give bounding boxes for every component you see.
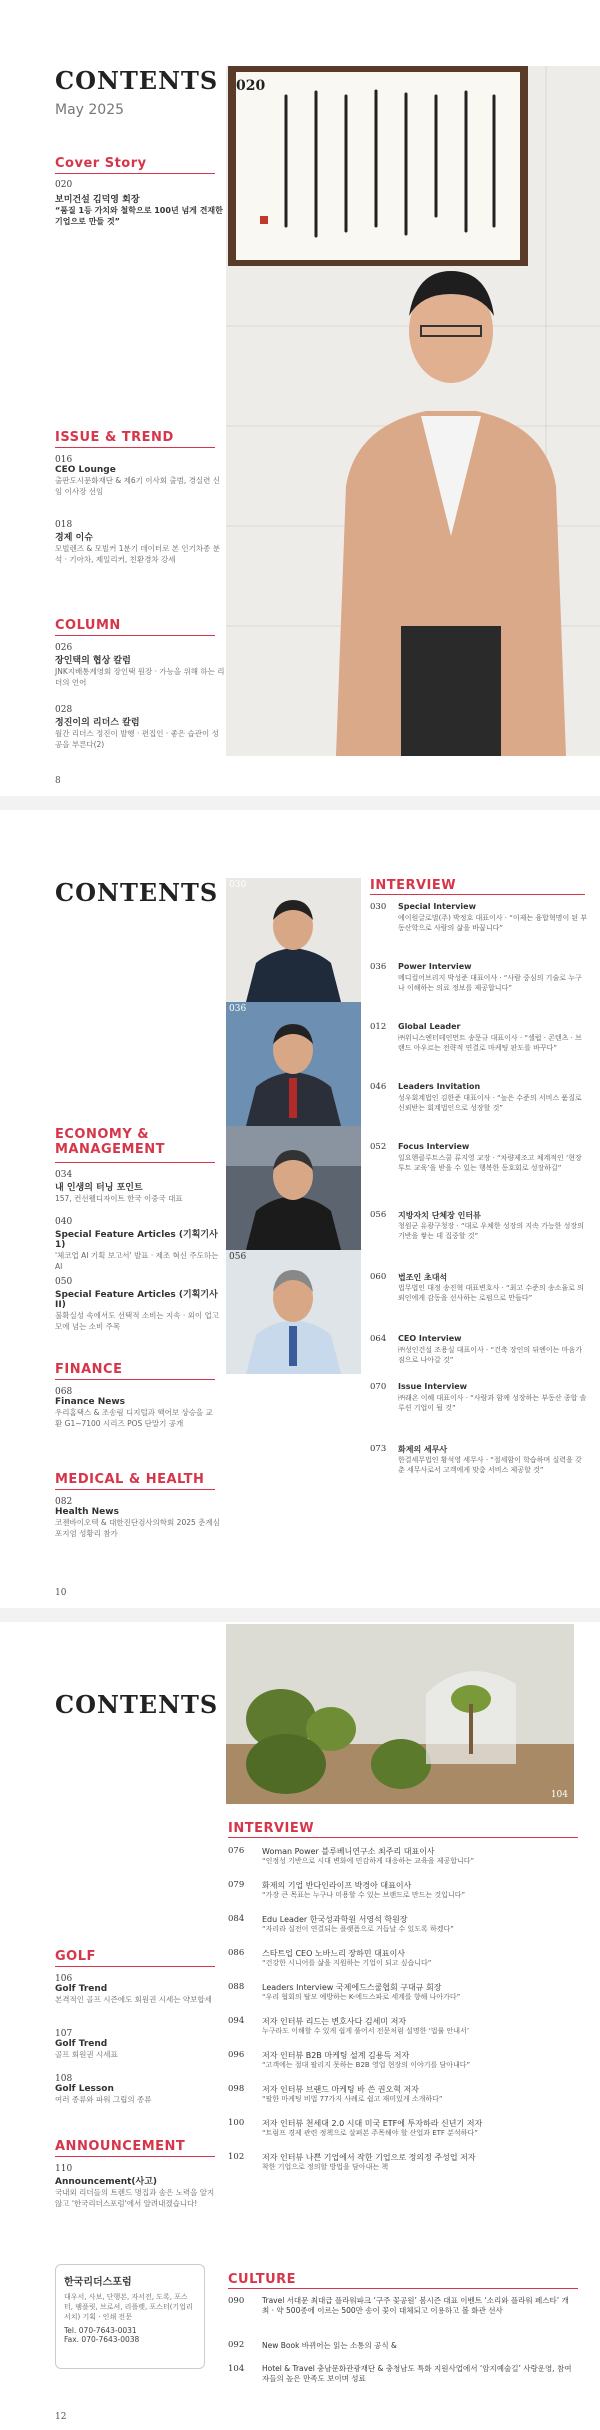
item-title: Health News bbox=[55, 1507, 119, 1517]
page-title: CONTENTS bbox=[55, 878, 219, 907]
item-title: 지방자치 단체장 인터뷰 bbox=[398, 1211, 481, 1220]
item-desc: “자리라 실전이 연결되는 플랫폼으로 거듭날 수 있도록 하겠다” bbox=[262, 1925, 454, 1933]
section-finance: FINANCE bbox=[55, 1362, 123, 1377]
item-number: 102 bbox=[228, 2152, 245, 2162]
divider bbox=[55, 2156, 215, 2157]
item-number: 086 bbox=[228, 1948, 245, 1958]
interview-item[interactable] bbox=[228, 1982, 578, 2010]
item-title: 법조인 초대석 bbox=[398, 1273, 448, 1282]
item-desc: '체코업 AI 기획 보고서' 발표 · 제조 혁신 주도하는 AI bbox=[55, 1251, 219, 1271]
list-item[interactable] bbox=[55, 2164, 220, 2209]
item-title: Special Feature Articles (기획기사 1) bbox=[55, 1230, 218, 1250]
item-number: 094 bbox=[228, 2016, 245, 2026]
item-desc: “팔한 마케팅 비법 77가지 사례로 쉽고 재미있게 소개하다” bbox=[262, 2095, 443, 2103]
issue-date: May 2025 bbox=[55, 102, 125, 118]
cover-photo bbox=[226, 66, 600, 756]
cover-photo-illustration bbox=[226, 66, 600, 756]
divider bbox=[228, 2288, 578, 2289]
item-title: 경제 이슈 bbox=[55, 533, 93, 543]
page-number: 12 bbox=[55, 2412, 67, 2422]
item-title: 저자 인터뷰 B2B 마케팅 설계 김용득 저자 bbox=[262, 2051, 410, 2060]
item-title: Golf Lesson bbox=[55, 2084, 114, 2094]
page-2 bbox=[0, 812, 600, 1602]
item-number: 064 bbox=[370, 1334, 387, 1344]
publisher-box bbox=[55, 2264, 205, 2369]
page-gap bbox=[0, 1608, 600, 1622]
interview-photo-4 bbox=[226, 1250, 361, 1374]
item-number: 079 bbox=[228, 1880, 245, 1890]
item-desc: 모빌렌즈 & 모빌커 1분기 데이터로 본 인기차종 분석 · 기아차, 제일리커, 친환경차 강세 bbox=[55, 544, 220, 564]
item-desc: “품질 1등 가치와 철학으로 100년 넘게 견재한 기업으로 만들 것” bbox=[55, 206, 223, 226]
item-title: Announcement(사고) bbox=[55, 2177, 158, 2187]
item-desc: 국내외 리더들의 트렌드 명집과 솜은 노력을 알지 않고 '한국리더스포럼'에서 알려내겠습니다! bbox=[55, 2188, 215, 2208]
item-title: 내 인생의 터닝 포인트 bbox=[55, 1183, 143, 1193]
publisher-name: 한국리더스포럼 bbox=[64, 2277, 132, 2288]
item-title: Leaders Interview 국제에드스쿨협회 구대규 회장 bbox=[262, 1983, 442, 1992]
section-issue-trend: ISSUE & TREND bbox=[55, 430, 174, 445]
item-desc: JNK지배통계영회 장인택 원장 · 가능을 위해 하는 리더의 언어 bbox=[55, 667, 225, 687]
culture-item[interactable] bbox=[228, 2296, 578, 2328]
page-gap bbox=[0, 796, 600, 810]
item-title: 저자 인터뷰 나쁜 기업에서 작한 기업으로 정의정 주성업 저자 bbox=[262, 2153, 476, 2162]
item-number: 110 bbox=[55, 2164, 73, 2174]
page-title: CONTENTS bbox=[55, 1690, 219, 1719]
item-desc: 착한 기업으로 정의할 방법을 담아내는 책 bbox=[262, 2163, 389, 2171]
interview-item[interactable] bbox=[370, 1334, 590, 1379]
photo-label: 036 bbox=[229, 1004, 247, 1014]
section-cover-story: Cover Story bbox=[55, 156, 147, 171]
item-title: Issue Interview bbox=[398, 1382, 468, 1391]
divider bbox=[228, 1837, 578, 1838]
item-number: 012 bbox=[370, 1022, 387, 1032]
divider bbox=[55, 1966, 215, 1967]
item-desc: 불확실성 속에서도 선택적 소비는 지속 · 외이 업고 모에 넘는 소비 주목 bbox=[55, 1311, 219, 1331]
item-number: 028 bbox=[55, 705, 73, 715]
item-desc: 누구라도 이해할 수 있게 쉽게 풀어서 전문처럼 설명한 ‘법률 안내서’ bbox=[262, 2027, 470, 2035]
list-item[interactable] bbox=[55, 1497, 220, 1539]
item-title: Special Interview bbox=[398, 902, 476, 911]
item-desc: 한결세무법인 황석영 세무사 · “절세함이 학습하며 실력을 갖춘 세무사로서 고객에게 맞춤 서비스 제공할 것” bbox=[398, 1456, 582, 1474]
list-item[interactable] bbox=[55, 455, 225, 497]
item-desc: 에이원글로벌(주) 박정호 대표이사 · “이제는 융합혁명이 된 부동산학으로 사람의 삶을 바꿉니다” bbox=[398, 914, 588, 932]
item-title: Hotel & Travel 충남문화관광재단 & 충청남도 특화 지원사업에서 ‘암지예술길’ 사랑운영, 참여자들의 높은 만족도 보이며 성료 bbox=[262, 2364, 572, 2383]
section-economy: ECONOMY & MANAGEMENT bbox=[55, 1127, 166, 1157]
page-title: CONTENTS bbox=[55, 66, 219, 95]
item-number: 107 bbox=[55, 2029, 73, 2039]
item-title: CEO Interview bbox=[398, 1334, 462, 1343]
item-desc: “트럼프 경제 관련 정책으로 살펴본 주목해야 할 산업과 ETF 분석하다” bbox=[262, 2129, 478, 2137]
item-number: 070 bbox=[370, 1382, 387, 1392]
divider bbox=[55, 1162, 215, 1163]
item-desc: 월간 리더스 정진이 발행 · 편집인 · 좋은 습관이 성공을 부른다(2) bbox=[55, 729, 219, 749]
item-number: 040 bbox=[55, 1217, 73, 1227]
item-title: 화제의 세무사 bbox=[398, 1445, 448, 1454]
interview-item[interactable] bbox=[228, 1880, 578, 1908]
item-number: 030 bbox=[370, 902, 387, 912]
interview-item[interactable] bbox=[370, 1444, 590, 1499]
interview-item[interactable] bbox=[370, 1022, 590, 1077]
page-1 bbox=[0, 0, 600, 790]
item-title: CEO Lounge bbox=[55, 465, 116, 475]
page-number: 10 bbox=[55, 1588, 67, 1598]
interview-item[interactable] bbox=[370, 1082, 590, 1137]
item-number: 082 bbox=[55, 1497, 73, 1507]
item-title: Leaders Invitation bbox=[398, 1082, 481, 1091]
item-title: 장인택의 협상 칼럼 bbox=[55, 656, 131, 666]
list-item[interactable] bbox=[55, 1217, 220, 1272]
photo-label: 056 bbox=[229, 1252, 247, 1262]
item-desc: “인정성 기반으로 시대 변화에 민감하게 대응하는 교육을 제공합니다” bbox=[262, 1857, 475, 1865]
section-golf: GOLF bbox=[55, 1949, 96, 1964]
item-desc: 청원군 유광구청장 · “대로 우체한 성장의 지속 가능한 성장의 기반을 쌓는 데 집중할 것” bbox=[398, 1222, 584, 1240]
item-number: 104 bbox=[228, 2364, 245, 2374]
item-number: 056 bbox=[370, 1210, 387, 1220]
publisher-tel: Tel. 070-7643-0031 bbox=[64, 2326, 137, 2335]
item-desc: 코젠바이오텍 & 대한진단검사의학회 2025 춘계심포지엄 성황리 참가 bbox=[55, 1518, 220, 1538]
item-desc: ㈜성인건설 조용실 대표이사 · “건축 장인의 뒤엔이는 마음가짐으로 나아갈 것” bbox=[398, 1346, 582, 1364]
cover-story-item[interactable] bbox=[55, 180, 225, 227]
item-title: 저자 인터뷰 브랜드 마케팅 바 쓴 권오혁 저자 bbox=[262, 2085, 419, 2094]
list-item[interactable] bbox=[55, 1974, 220, 2005]
item-title: Global Leader bbox=[398, 1022, 461, 1031]
item-number: 088 bbox=[228, 1982, 245, 1992]
interview-item[interactable] bbox=[370, 1382, 590, 1437]
divider bbox=[55, 635, 215, 636]
publisher-fax: Fax. 070-7643-0038 bbox=[64, 2335, 140, 2344]
item-title: Focus Interview bbox=[398, 1142, 470, 1151]
item-title: Power Interview bbox=[398, 962, 472, 971]
divider bbox=[55, 1379, 215, 1380]
item-title: Special Feature Articles (기획기사 II) bbox=[55, 1290, 218, 1310]
list-item[interactable] bbox=[55, 1277, 220, 1332]
section-medical: MEDICAL & HEALTH bbox=[55, 1472, 205, 1487]
divider bbox=[370, 894, 585, 895]
photo-number: 104 bbox=[550, 1790, 568, 1800]
item-number: 046 bbox=[370, 1082, 387, 1092]
section-interview: INTERVIEW bbox=[228, 1821, 315, 1836]
item-number: 018 bbox=[55, 520, 73, 530]
photo-number: 020 bbox=[236, 78, 266, 94]
section-culture: CULTURE bbox=[228, 2272, 297, 2287]
divider bbox=[55, 1489, 215, 1490]
item-title: Woman Power 블루베니연구소 최주리 대표이사 bbox=[262, 1847, 435, 1856]
list-item[interactable] bbox=[55, 2029, 220, 2060]
item-desc: 법무법인 대정 송진혁 대표변호사 · “최고 수준의 송소율로 의뢰인에게 감동을 선사하는 로펌으로 만들다” bbox=[398, 1284, 584, 1302]
list-item[interactable] bbox=[55, 643, 225, 688]
item-desc: “고객에는 절대 팔리지 못하는 B2B 영업 현장의 이야기를 담아내다” bbox=[262, 2061, 471, 2069]
item-desc: “우리 협회의 탈모 예방하는 K-에드스파로 세계를 향해 나아가다” bbox=[262, 1993, 461, 2001]
interview-item[interactable] bbox=[228, 1846, 578, 1874]
item-number: 034 bbox=[55, 1170, 73, 1180]
item-number: 026 bbox=[55, 643, 73, 653]
item-number: 096 bbox=[228, 2050, 245, 2060]
interview-item[interactable] bbox=[228, 2016, 578, 2044]
culture-item[interactable] bbox=[228, 2340, 578, 2360]
item-number: 020 bbox=[55, 180, 73, 190]
interview-item[interactable] bbox=[228, 1914, 578, 1942]
section-interview: INTERVIEW bbox=[370, 878, 457, 893]
item-title: 보미건설 김덕영 회장 bbox=[55, 195, 140, 205]
interview-photo-1 bbox=[226, 878, 361, 1002]
item-title: Edu Leader 한국성과학원 서영석 학원장 bbox=[262, 1915, 408, 1924]
item-title: 화제의 기업 반다인라이프 박경아 대표이사 bbox=[262, 1881, 412, 1890]
item-title: Golf Trend bbox=[55, 1984, 108, 1994]
item-number: 090 bbox=[228, 2296, 245, 2306]
item-number: 106 bbox=[55, 1974, 73, 1984]
item-desc: 골프 회원권 시세표 bbox=[55, 2050, 118, 2059]
item-desc: 우리홈택스 & 조송림 디지털과 핵어보 상승을 교환 G1~7100 시리즈 POS 단말기 공개 bbox=[55, 1408, 213, 1428]
item-desc: “건강한 시니어를 삶을 지원하는 기업이 되고 싶습니다” bbox=[262, 1959, 432, 1967]
item-desc: ㈜래온 이혜 대표이사 · “사람과 함께 성장하는 부동산 종합 솔루션 기업이 될 것” bbox=[398, 1394, 587, 1412]
interview-item[interactable] bbox=[370, 1210, 590, 1265]
interview-item[interactable] bbox=[370, 962, 590, 1017]
interview-item[interactable] bbox=[228, 2084, 578, 2112]
culture-photo bbox=[226, 1624, 574, 1804]
list-item[interactable] bbox=[55, 520, 225, 565]
section-column: COLUMN bbox=[55, 618, 121, 633]
item-desc: 본격적인 골프 시즌에도 회원권 시세는 약보합세 bbox=[55, 1995, 212, 2004]
item-number: 092 bbox=[228, 2340, 245, 2350]
item-desc: 성우회계법인 김한준 대표이사 · “높은 수준의 서비스 품질로 신뢰받는 회계법인으로 성장할 것” bbox=[398, 1094, 582, 1112]
item-number: 108 bbox=[55, 2074, 73, 2084]
interview-item[interactable] bbox=[370, 1142, 590, 1202]
interview-item[interactable] bbox=[370, 902, 590, 957]
item-number: 076 bbox=[228, 1846, 245, 1856]
publisher-desc: 대우서, 사보, 단행본, 자서전, 도록, 포스터, 팸플릿, 브로셔, 리플렛, 포스터(기업리서치) 기획 · 인쇄 전문 bbox=[64, 2293, 193, 2321]
list-item[interactable] bbox=[55, 705, 225, 750]
list-item[interactable] bbox=[55, 1387, 220, 1429]
item-number: 084 bbox=[228, 1914, 245, 1924]
item-number: 100 bbox=[228, 2118, 245, 2128]
interview-item[interactable] bbox=[228, 2118, 578, 2146]
divider bbox=[55, 173, 215, 174]
interview-photo-2 bbox=[226, 1002, 361, 1126]
interview-item[interactable] bbox=[228, 2152, 578, 2180]
page-3 bbox=[0, 1624, 600, 2430]
item-desc: 메디컬어브리지 박성준 대표이사 · “사람 중심의 기술로 누구나 이해하는 의료 정보를 제공합니다” bbox=[398, 974, 582, 992]
item-title: New Book 바뀌어는 읽는 소통의 공식 & bbox=[262, 2341, 397, 2350]
interview-item[interactable] bbox=[370, 1272, 590, 1327]
item-number: 060 bbox=[370, 1272, 387, 1282]
item-title: Finance News bbox=[55, 1397, 126, 1407]
list-item[interactable] bbox=[55, 1170, 220, 1204]
item-desc: 157, 컨선웰디자이트 한국 이중국 대표 bbox=[55, 1194, 183, 1203]
photo-label: 030 bbox=[229, 880, 247, 890]
interview-photo-3 bbox=[226, 1126, 361, 1250]
interview-item[interactable] bbox=[228, 1948, 578, 1976]
item-number: 050 bbox=[55, 1277, 73, 1287]
item-title: 저자 인터뷰 천세대 2.0 시대 미국 ETF에 투자하라 신년기 저자 bbox=[262, 2119, 483, 2128]
interview-item[interactable] bbox=[228, 2050, 578, 2078]
item-desc: 출판도시문화재단 & 제6기 이사회 출범, 경실련 신임 이사장 선임 bbox=[55, 476, 220, 496]
item-title: 스타트업 CEO 노바느리 장하민 대표이사 bbox=[262, 1949, 406, 1958]
item-number: 052 bbox=[370, 1142, 387, 1152]
item-desc: 일요헨클루트스쿨 류지영 교장 · “차량제조고 체계적인 ‘현장투트 교육’을 받을 수 있는 행복한 동호회로 성장하길” bbox=[398, 1154, 582, 1172]
section-announcement: ANNOUNCEMENT bbox=[55, 2139, 186, 2154]
item-number: 098 bbox=[228, 2084, 245, 2094]
item-desc: “가장 큰 목표는 누구나 미용할 수 있는 브랜드로 만드는 것입니다” bbox=[262, 1891, 466, 1899]
item-desc: ㈜위니스엔터테인먼트 송문규 대표이사 · “셀럽 · 콘텐츠 · 브랜드 아우르는 전략적 연결로 마케팅 판도를 바꾸다” bbox=[398, 1034, 582, 1052]
item-title: 저자 인터뷰 리드는 변호사다 김세미 저자 bbox=[262, 2017, 407, 2026]
item-number: 016 bbox=[55, 455, 73, 465]
item-number: 068 bbox=[55, 1387, 73, 1397]
culture-item[interactable] bbox=[228, 2364, 578, 2396]
item-number: 073 bbox=[370, 1444, 387, 1454]
list-item[interactable] bbox=[55, 2074, 220, 2105]
item-title: Travel 서대문 최대급 플라워파크 ‘구주 꽃공원’ 봄시즌 대표 이벤트 ‘소리와 플라워 페스타’ 개최 · 약 500종에 이르는 500만 송이 꽃이 대체되고 이용하고 볼 화관 선사 bbox=[262, 2296, 569, 2315]
item-number: 036 bbox=[370, 962, 387, 972]
item-desc: 여러 종류와 파워 그립의 종류 bbox=[55, 2095, 152, 2104]
item-title: Golf Trend bbox=[55, 2039, 108, 2049]
item-title: 정진이의 리더스 칼럼 bbox=[55, 718, 140, 728]
page-number: 8 bbox=[55, 776, 61, 786]
divider bbox=[55, 447, 215, 448]
